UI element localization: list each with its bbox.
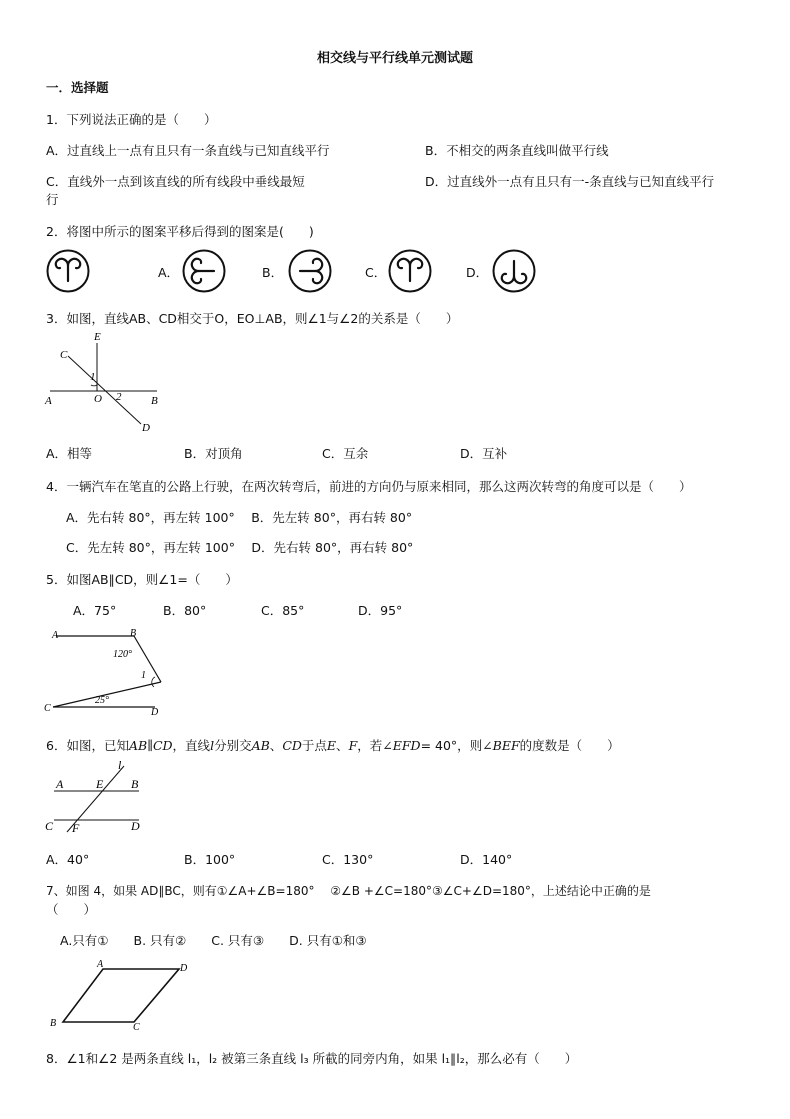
q5-stem: 5．如图AB∥CD，则∠1=（ ） (46, 572, 238, 587)
q6-option-a: A．40° (46, 852, 90, 867)
q3-option-d: D．互补 (460, 446, 508, 461)
q8-stem: 8．∠1和∠2 是两条直线 l₁，l₂ 被第三条直线 l₃ 所截的同旁内角，如果 l₁∥l₂，那么必有（ ） (46, 1051, 578, 1066)
q6-stem: 6．如图，已知AB∥CD，直线l分别交AB、CD于点E、F，若∠EFD= 40°，则∠BEF的度数是（ ） (46, 738, 620, 753)
q6-label-d: D (131, 819, 140, 833)
q5-option-c: C．85° (261, 603, 305, 618)
q6-option-c: C．130° (322, 852, 374, 867)
q6-label-f: F (72, 821, 80, 835)
q5-label-25: 25° (95, 695, 109, 706)
q3-label-o: O (94, 393, 102, 405)
q4-options-row-2: C．先左转 80°，再左转 100° D．先右转 80°，再右转 80° (66, 540, 414, 555)
q5-label-d: D (151, 707, 159, 718)
q2-option-c-figure[interactable] (386, 248, 436, 294)
q5-option-b: B．80° (163, 603, 207, 618)
q3-stem: 3．如图，直线AB、CD相交于O，EO⊥AB，则∠1与∠2的关系是（ ） (46, 311, 459, 326)
q3-option-c: C．互余 (322, 446, 369, 461)
q6-label-a: A (56, 777, 64, 791)
q1-option-c-wrap: 行 (46, 192, 59, 207)
q2-option-a-figure[interactable] (180, 248, 230, 294)
q2-label-c: C． (365, 265, 387, 280)
q6-label-e: E (96, 777, 104, 791)
q5-label-b: B (130, 628, 137, 639)
q3-figure (40, 328, 170, 434)
q2-stem: 2．将图中所示的图案平移后得到的图案是( ) (46, 224, 314, 239)
q3-label-2: 2 (116, 391, 122, 403)
q2-label-b: B． (262, 265, 284, 280)
q1-option-b: B．不相交的两条直线叫做平行线 (425, 143, 609, 158)
q6-option-d: D．140° (460, 852, 513, 867)
q2-label-d: D． (466, 265, 489, 280)
q6-figure (40, 756, 160, 836)
q2-option-d-figure[interactable] (490, 248, 540, 294)
q3-option-a: A．相等 (46, 446, 93, 461)
q3-label-e: E (94, 331, 101, 343)
q5-figure (40, 626, 170, 718)
q5-label-1: 1 (141, 670, 146, 681)
q5-label-a: A (52, 630, 59, 641)
q3-label-c: C (60, 349, 68, 361)
page-title: 相交线与平行线单元测试题 (316, 51, 473, 66)
q3-option-b: B．对顶角 (184, 446, 243, 461)
q7-stem-wrap: （ ） (46, 902, 97, 917)
q7-label-d: D (180, 963, 188, 974)
q3-label-1: 1 (90, 371, 96, 383)
q6-label-c: C (45, 819, 54, 833)
q7-label-b: B (50, 1018, 57, 1029)
q5-label-120: 120° (113, 649, 132, 660)
q7-label-c: C (133, 1022, 140, 1033)
q7-stem: 7、如图 4，如果 AD∥BC，则有①∠A+∠B=180° ②∠B +∠C=180°③∠C+∠D=180°，上述结论中正确的是 (46, 884, 651, 898)
q4-options-row-1: A．先右转 80°，再左转 100° B．先左转 80°，再右转 80° (66, 510, 413, 525)
q7-options: A.只有① B. 只有② C. 只有③ D. 只有①和③ (60, 933, 367, 948)
q4-stem: 4．一辆汽车在笔直的公路上行驶，在两次转弯后，前进的方向仍与原来相同，那么这两次转弯的角度可以是（ ） (46, 479, 692, 494)
q5-option-d: D．95° (358, 603, 403, 618)
q3-label-a: A (45, 395, 52, 407)
q6-label-l: l (118, 758, 122, 772)
q2-label-a: A． (158, 265, 180, 280)
q1-option-c: C．直线外一点到该直线的所有线段中垂线最短 (46, 174, 305, 189)
q3-label-d: D (142, 422, 150, 434)
q2-option-b-figure[interactable] (286, 248, 336, 294)
q5-option-a: A．75° (73, 603, 117, 618)
q3-label-b: B (151, 395, 158, 407)
q1-stem: 1．下列说法正确的是（ ） (46, 112, 217, 127)
q1-option-a: A．过直线上一点有且只有一条直线与已知直线平行 (46, 143, 330, 158)
q6-option-b: B．100° (184, 852, 236, 867)
q5-label-c: C (44, 703, 51, 714)
section-heading: 一．选择题 (46, 80, 109, 95)
q6-label-b: B (131, 777, 139, 791)
q7-figure (44, 956, 194, 1034)
q7-label-a: A (97, 959, 104, 970)
q2-original-figure (44, 248, 94, 294)
q1-option-d: D．过直线外一点有且只有一-条直线与已知直线平行 (425, 174, 715, 189)
